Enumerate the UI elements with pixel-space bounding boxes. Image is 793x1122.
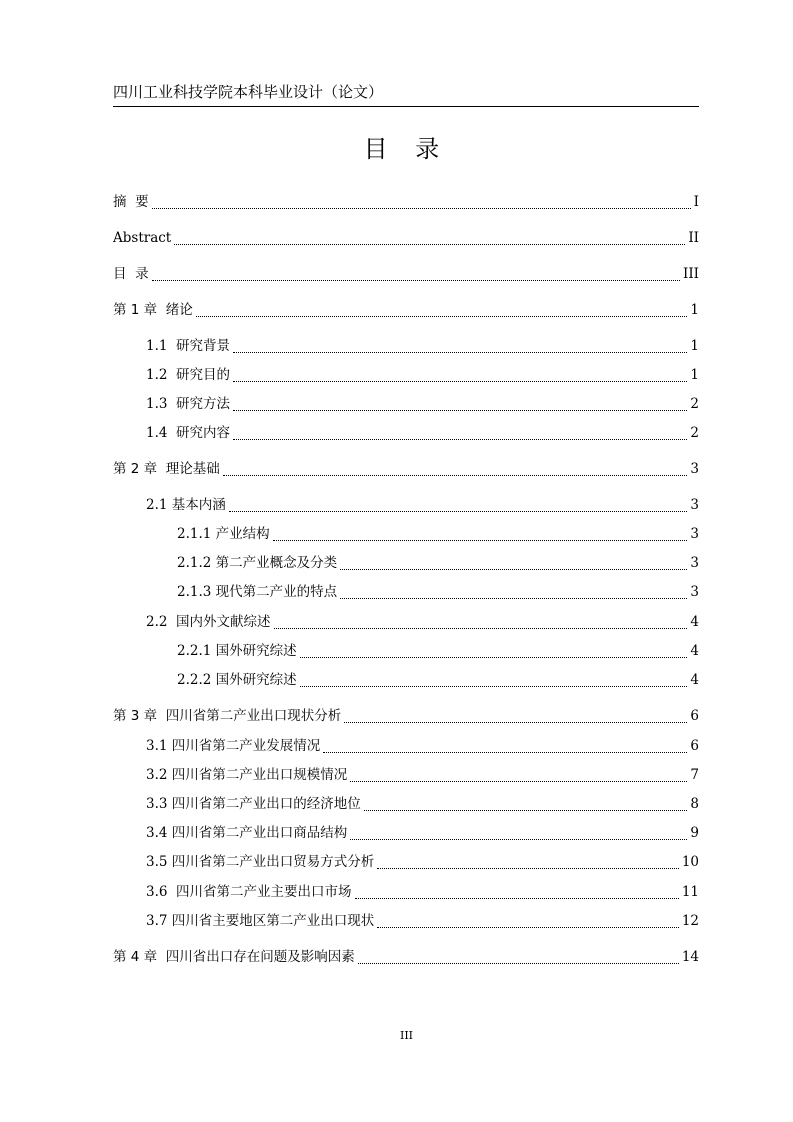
toc-entry[interactable] bbox=[177, 640, 699, 662]
toc-entry-label: 2.1.2 第二产业概念及分类 bbox=[177, 555, 338, 571]
toc-entry-label: 1.2 研究目的 bbox=[146, 367, 231, 383]
toc-entry[interactable] bbox=[113, 227, 699, 249]
toc-entry-page-number: 4 bbox=[690, 643, 699, 659]
toc-dot-leader bbox=[274, 624, 688, 629]
toc-entry[interactable] bbox=[146, 335, 699, 357]
toc-entry-label: 3.6 四川省第二产业主要出口市场 bbox=[146, 884, 352, 900]
toc-entry-label: 3.5 四川省第二产业出口贸易方式分析 bbox=[146, 854, 375, 870]
toc-entry-label: 1.3 研究方法 bbox=[146, 396, 231, 412]
toc-dot-leader bbox=[233, 435, 687, 440]
toc-entry-label: 第 4 章 四川省出口存在问题及影响因素 bbox=[113, 949, 355, 965]
toc-dot-leader bbox=[273, 536, 688, 541]
running-header: 四川工业科技学院本科毕业设计（论文） bbox=[113, 80, 699, 107]
toc-entry[interactable] bbox=[146, 364, 699, 386]
toc-entry[interactable] bbox=[146, 822, 699, 844]
toc-entry[interactable] bbox=[113, 458, 699, 480]
toc-dot-leader bbox=[344, 718, 687, 723]
toc-entry-page-number: 4 bbox=[690, 614, 699, 630]
toc-entry-label: 1.1 研究背景 bbox=[146, 338, 231, 354]
toc-entry[interactable] bbox=[113, 191, 699, 213]
toc-dot-leader bbox=[340, 594, 687, 599]
toc-dot-leader bbox=[323, 748, 687, 753]
toc-entry-label: 2.1.1 产业结构 bbox=[177, 526, 270, 542]
toc-entry-label: 2.2 国内外文献综述 bbox=[146, 614, 271, 630]
toc-entry[interactable] bbox=[113, 705, 699, 727]
toc-entry[interactable] bbox=[113, 299, 699, 321]
toc-entry-page-number: 12 bbox=[681, 913, 699, 929]
toc-entry-page-number: 3 bbox=[690, 584, 699, 600]
toc-entry[interactable] bbox=[146, 851, 699, 873]
toc-dot-leader bbox=[223, 471, 688, 476]
toc-entry-label: 1.4 研究内容 bbox=[146, 425, 231, 441]
toc-entry[interactable] bbox=[177, 523, 699, 545]
toc-entry[interactable] bbox=[146, 611, 699, 633]
toc-entry-label: 第 1 章 绪论 bbox=[113, 302, 193, 318]
toc-dot-leader bbox=[355, 894, 679, 899]
toc-entry-page-number: I bbox=[693, 194, 699, 210]
toc-dot-leader bbox=[300, 682, 688, 687]
toc-entry-page-number: 3 bbox=[690, 497, 699, 513]
page-title: 目 录 bbox=[363, 135, 450, 163]
toc-dot-leader bbox=[350, 835, 687, 840]
toc-entry-page-number: 10 bbox=[681, 854, 699, 870]
toc-entry-label: 目 录 bbox=[113, 266, 149, 282]
toc-entry[interactable] bbox=[146, 494, 699, 516]
toc-entry-page-number: 8 bbox=[690, 796, 699, 812]
toc-entry[interactable] bbox=[146, 393, 699, 415]
toc-entry-page-number: 6 bbox=[690, 708, 699, 724]
toc-dot-leader bbox=[340, 565, 687, 570]
toc-dot-leader bbox=[300, 653, 688, 658]
toc-entry-page-number: 3 bbox=[690, 526, 699, 542]
toc-entry-page-number: 11 bbox=[681, 884, 699, 900]
toc-entry-label: 2.2.2 国外研究综述 bbox=[177, 672, 297, 688]
toc-entry[interactable] bbox=[177, 552, 699, 574]
toc-entry[interactable] bbox=[177, 581, 699, 603]
toc-entry-page-number: 6 bbox=[690, 738, 699, 754]
toc-entry-page-number: III bbox=[683, 266, 699, 282]
page-number-footer: III bbox=[399, 1029, 414, 1042]
toc-entry-label: 3.1 四川省第二产业发展情况 bbox=[146, 738, 321, 754]
toc-dot-leader bbox=[152, 276, 680, 281]
toc-entry-page-number: 2 bbox=[690, 425, 699, 441]
toc-entry[interactable] bbox=[146, 793, 699, 815]
toc-entry[interactable] bbox=[146, 735, 699, 757]
toc-entry[interactable] bbox=[177, 669, 699, 691]
toc-dot-leader bbox=[358, 959, 679, 964]
toc-entry-page-number: 1 bbox=[690, 338, 699, 354]
toc-dot-leader bbox=[196, 312, 688, 317]
toc-entry-page-number: 1 bbox=[690, 367, 699, 383]
toc-dot-leader bbox=[233, 348, 687, 353]
toc-entry-page-number: 3 bbox=[690, 555, 699, 571]
toc-dot-leader bbox=[350, 777, 687, 782]
toc-dot-leader bbox=[364, 806, 688, 811]
toc-entry-label: 3.2 四川省第二产业出口规模情况 bbox=[146, 767, 348, 783]
toc-entry-page-number: 1 bbox=[690, 302, 699, 318]
toc-entry-label: 3.4 四川省第二产业出口商品结构 bbox=[146, 825, 348, 841]
toc-entry-label: 2.2.1 国外研究综述 bbox=[177, 643, 297, 659]
toc-entry-page-number: II bbox=[688, 230, 699, 246]
toc-entry-page-number: 4 bbox=[690, 672, 699, 688]
toc-entry[interactable] bbox=[146, 881, 699, 903]
toc-entry-page-number: 2 bbox=[690, 396, 699, 412]
toc-dot-leader bbox=[229, 507, 688, 512]
toc-entry-label: 3.7 四川省主要地区第二产业出口现状 bbox=[146, 913, 375, 929]
toc-entry[interactable] bbox=[113, 946, 699, 968]
toc-entry-page-number: 3 bbox=[690, 461, 699, 477]
toc-entry-page-number: 9 bbox=[690, 825, 699, 841]
toc-entry-page-number: 7 bbox=[690, 767, 699, 783]
toc-entry-label: 第 2 章 理论基础 bbox=[113, 461, 220, 477]
toc-entry-label: 第 3 章 四川省第二产业出口现状分析 bbox=[113, 708, 342, 724]
toc-dot-leader bbox=[152, 204, 691, 209]
toc-entry-label: 3.3 四川省第二产业出口的经济地位 bbox=[146, 796, 361, 812]
toc-dot-leader bbox=[377, 923, 679, 928]
toc-entry[interactable] bbox=[146, 422, 699, 444]
toc-entry-label: 摘 要 bbox=[113, 194, 149, 210]
toc-entry-page-number: 14 bbox=[681, 949, 699, 965]
toc-dot-leader bbox=[174, 240, 685, 245]
toc-dot-leader bbox=[233, 406, 687, 411]
toc-entry-label: 2.1.3 现代第二产业的特点 bbox=[177, 584, 338, 600]
toc-entry[interactable] bbox=[146, 910, 699, 932]
toc-entry-label: 2.1 基本内涵 bbox=[146, 497, 226, 513]
toc-entry-label: Abstract bbox=[113, 230, 172, 246]
toc-dot-leader bbox=[377, 864, 679, 869]
toc-entry[interactable] bbox=[113, 263, 699, 285]
toc-entry[interactable] bbox=[146, 764, 699, 786]
toc-dot-leader bbox=[233, 377, 687, 382]
